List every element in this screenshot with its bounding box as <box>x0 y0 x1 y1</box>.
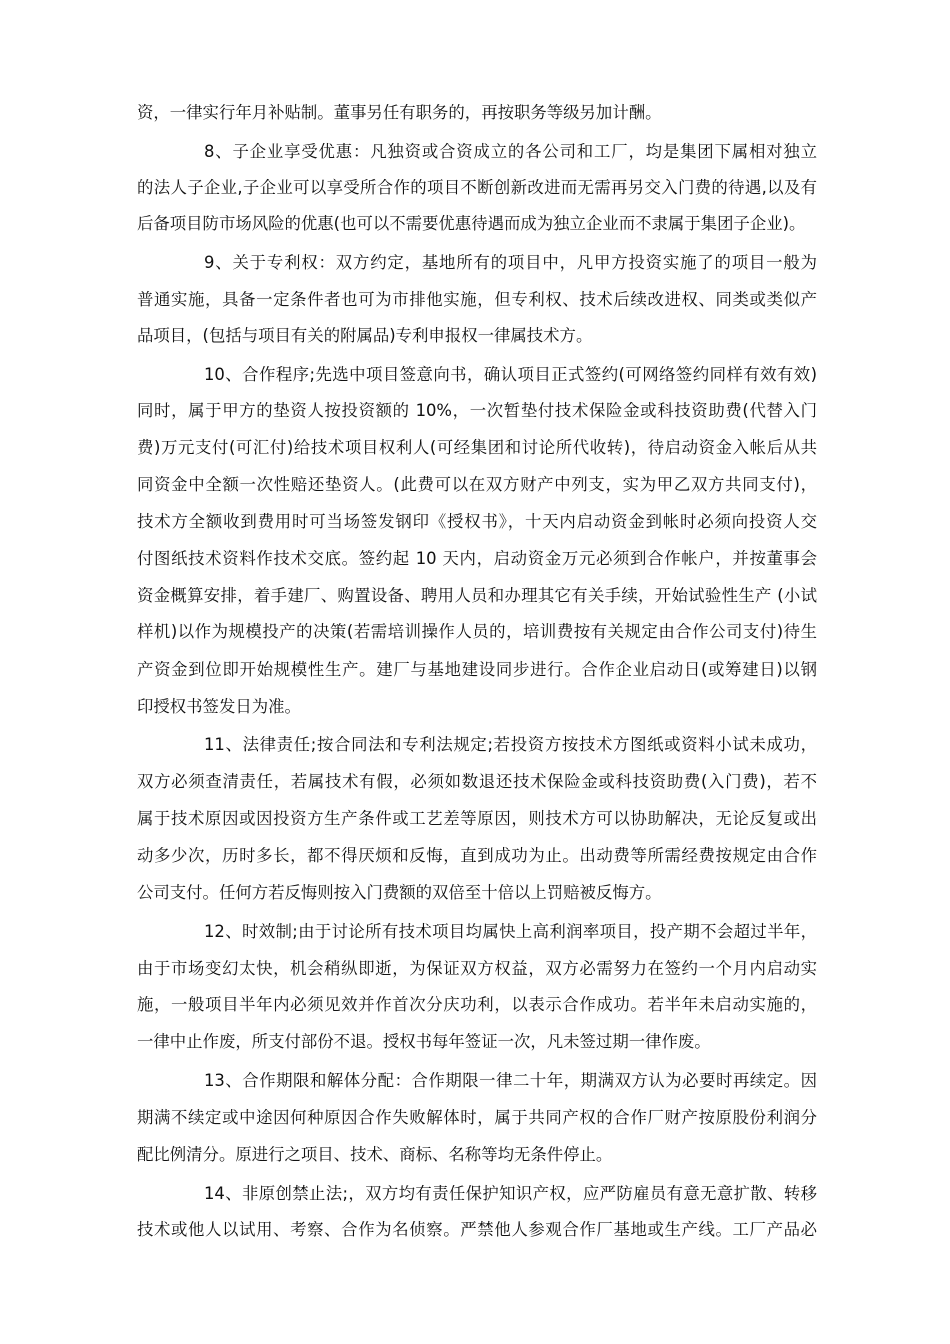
paragraph-9-heading-line: 9、关于专利权：双方约定，基地所有的项目中，凡甲方投资实施了的项目一般为 <box>204 253 817 272</box>
paragraph-14-heading-line: 14、非原创禁止法;，双方均有责任保护知识产权，应严防雇员有意无意扩散、转移 <box>204 1184 817 1203</box>
paragraph-13-heading-line: 13、合作期限和解体分配：合作期限一律二十年，期满双方认为必要时再续定。因 <box>204 1071 817 1090</box>
text-line: 由于市场变幻太快，机会稍纵即逝，为保证双方权益，双方必需努力在签约一个月内启动实 <box>137 959 817 978</box>
text-line: 技术或他人以试用、考察、合作为名侦察。严禁他人参观合作厂基地或生产线。工厂产品必 <box>137 1220 817 1239</box>
text-line: 公司支付。任何方若反悔则按入门费额的双倍至十倍以上罚赔被反悔方。 <box>137 883 662 902</box>
paragraph-8-heading-line: 8、子企业享受优惠：凡独资或合资成立的各公司和工厂，均是集团下属相对独立 <box>204 142 817 161</box>
text-line: 后备项目防市场风险的优惠(也可以不需要优惠待遇而成为独立企业而不隶属于集团子企业)。 <box>137 214 806 233</box>
text-line: 产资金到位即开始规模性生产。建厂与基地建设同步进行。合作企业启动日(或筹建日)以钢 <box>137 660 817 679</box>
text-line: 印授权书签发日为准。 <box>137 697 301 716</box>
paragraph-12-heading-line: 12、时效制;由于讨论所有技术项目均属快上高利润率项目，投产期不会超过半年， <box>204 922 817 941</box>
text-line: 一律中止作废，所支付部份不退。授权书每年签证一次，凡未签过期一律作废。 <box>137 1032 711 1051</box>
text-line: 的法人子企业,子企业可以享受所合作的项目不断创新改进而无需再另交入门费的待遇,以及有 <box>137 178 817 197</box>
text-line: 属于技术原因或因投资方生产条件或工艺差等原因，则技术方可以协助解决，无论反复或出 <box>137 809 817 828</box>
text-line: 同时，属于甲方的垫资人按投资额的 10%，一次暂垫付技术保险金或科技资助费(代替入门 <box>137 401 817 420</box>
text-line: 施，一般项目半年内必须见效并作首次分庆功利，以表示合作成功。若半年未启动实施的， <box>137 995 817 1014</box>
text-line: 双方必须查清责任，若属技术有假，必须如数退还技术保险金或科技资助费(入门费)，若不 <box>137 772 817 791</box>
text-line: 期满不续定或中途因何种原因合作失败解体时，属于共同产权的合作厂财产按原股份利润分 <box>137 1108 817 1127</box>
paragraph-11-heading-line: 11、法律责任;按合同法和专利法规定;若投资方按技术方图纸或资料小试未成功， <box>204 735 817 754</box>
text-line: 动多少次，历时多长，都不得厌烦和反悔，直到成功为止。出动费等所需经费按规定由合作 <box>137 846 817 865</box>
text-line: 品项目，(包括与项目有关的附属品)专利申报权一律属技术方。 <box>137 326 593 345</box>
paragraph-10-heading-line: 10、合作程序;先选中项目签意向书，确认项目正式签约(可网络签约同样有效有效) <box>204 365 817 384</box>
text-line: 样机)以作为规模投产的决策(若需培训操作人员的，培训费按有关规定由合作公司支付)待生 <box>137 622 817 641</box>
text-line: 费)万元支付(可汇付)给技术项目权利人(可经集团和讨论所代收转)，待启动资金入帐后从共 <box>137 438 817 457</box>
text-line: 同资金中全额一次性赔还垫资人。(此费可以在双方财产中列支，实为甲乙双方共同支付)， <box>137 475 817 494</box>
text-line: 资金概算安排，着手建厂、购置设备、聘用人员和办理其它有关手续，开始试验性生产 (小试 <box>137 586 817 605</box>
text-line: 普通实施，具备一定条件者也可为市排他实施，但专利权、技术后续改进权、同类或类似产 <box>137 290 817 309</box>
text-line: 技术方全额收到费用时可当场签发钢印《授权书》，十天内启动资金到帐时必须向投资人交 <box>137 512 817 531</box>
text-line: 配比例清分。原进行之项目、技术、商标、名称等均无条件停止。 <box>137 1145 613 1164</box>
text-line: 资，一律实行年月补贴制。董事另任有职务的，再按职务等级另加计酬。 <box>137 103 662 122</box>
text-line: 付图纸技术资料作技术交底。签约起 10 天内，启动资金万元必须到合作帐户，并按董事会 <box>137 549 817 568</box>
